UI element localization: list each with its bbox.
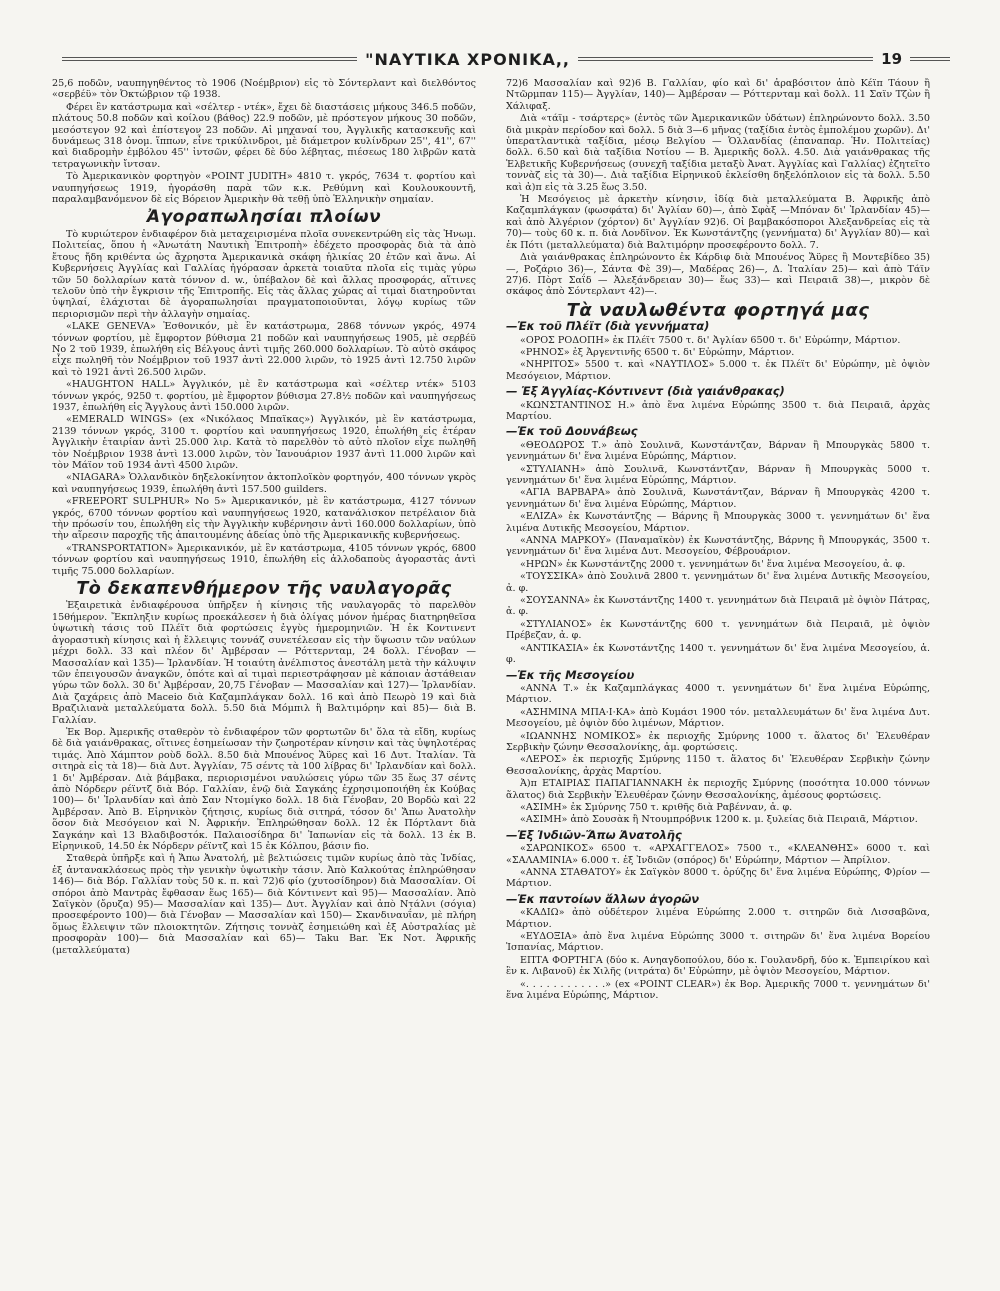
charter-entry: «ΑΝΝΑ Τ.» ἐκ Καζαμπλάγκας 4000 τ. γεννημάτων δι' ἕνα λιμένα Εὐρώπης, Μάρτιον.: [506, 682, 930, 706]
article-paragraph: Τὸ κυριώτερον ἐνδιαφέρον διὰ μεταχειρισμένα πλοῖα συνεκεντρώθη εἰς τὰς Ἡνωμ. Πολιτείας, ὅπου ἡ «Ἀνωτάτη Ναυτικὴ Ἐπιτροπὴ» ἐδέχετο προσφορὰς διὰ τὰ ἀπὸ ἔτους ἤδη κριθέντα ὡς ἄχρηστα Ἀμερικανικὰ σκάφη ἡλικίας 20 ἐτῶν καὶ ἄνω. Αἱ Κυβερνήσεις Ἀγγλίας καὶ Γαλλίας ἠγόρασαν ἀρκετὰ τοιαῦτα πλοῖα εἰς τιμὰς γύρω τῶν 50 δολλαρίων κατὰ τόννον d. w., ὑπέβαλον δὲ καὶ ἄλλας προσφοράς, αἵτινες τελοῦν ὑπὸ τὴν ἔγκρισιν τῆς Ἐπιτροπῆς. Εἰς τὰς ἄλλας χώρας αἱ τιμαὶ διατηροῦνται ὑψηλαί, ἐλάχισται δὲ ἀγοραπωλησίαι πραγματοποιοῦνται, λόγῳ κυρίως τῶν περιορισμῶν περὶ τὴν ἀλλαγὴν σημαίας.: [52, 228, 476, 320]
subheading-plate: —Ἐκ τοῦ Πλέϊτ (διὰ γεννήματα): [506, 319, 710, 334]
article-paragraph: 72)6 Μασσαλίαν καὶ 92)6 Β. Γαλλίαν, φίο καὶ δι' ἀραβόσιτον ἀπὸ Κέϊπ Τάουν ἢ Ντῶρμπαν 115)— Ἀγγλίαν, 140)— Ἀμβέρσαν — Ρόττερνταμ καὶ δολλ. 11 Σαϊν Τζὼν ἢ Χάλιφαξ.: [506, 78, 930, 112]
header-rule-right: [578, 57, 873, 61]
article-paragraph: Ἡ Μεσόγειος μὲ ἀρκετὴν κίνησιν, ἰδίᾳ διὰ μεταλλεύματα Β. Ἀφρικῆς ἀπὸ Καζαμπλάγκαν (φωσφάτα) δι' Ἀγλίαν 60)—, ἀπὸ Σφὰξ —Μπόναν δι' Ἰρλανδίαν 45)— καὶ ἀπὸ Ἀλγέριον (χόρτον) δι' Ἀγγλίαν 92)6. Οἱ βαμβακόσποροι Ἀλεξανδρείας εἰς τὰ 70)— τοὺς 60 κ. π. διὰ Λονδῖνον. Ἐκ Κωνστάντζης (γεννήματα) δι' Ἀγγλίαν 80)— καὶ ἐκ Πότι (μεταλλεύματα) διὰ Βαλτιμόρην προσεφέροντο δολλ. 7.: [506, 194, 930, 251]
charter-entry: Ἀ)π ΕΤΑΙΡΙΑΣ ΠΑΠΑΓΙΑΝΝΑΚΗ ἐκ περιοχῆς Σμύρνης (ποσότητα 10.000 τόννων ἅλατος) διὰ Σερβικὴν Ἐλευθέραν ζώνην Θεσσαλονίκης, ἀμέσους φορτώσεις.: [506, 778, 930, 801]
ship-sale-entry: «HAUGHTON HALL» Ἀγγλικόν, μὲ ἓν κατάστρωμα καὶ «σέλτερ ντέκ» 5103 τόννων γκρός, 9250 τ. φορτίου, μὲ ἔμφορτον βύθισμα 27.8½ ποδῶν καὶ ναυπηγήσεως 1937, ἐπωλήθη εἰς Ἄγγλους ἀντὶ 150.000 λιρῶν.: [52, 379, 476, 413]
article-paragraph: Ἐκ Βορ. Ἀμερικῆς σταθερὸν τὸ ἐνδιαφέρον τῶν φορτωτῶν δι' ὅλα τὰ εἴδη, κυρίως δὲ διὰ γαιάνθρακας, οἵτινες ἐσημείωσαν τὴν ζωηροτέραν κίνησιν καὶ τὰς ὑψηλοτέρας τιμάς. Ἀπὸ Χάμπτον ροὺδ δολλ. 8.50 διὰ Μπουένος Ἄϋρες καὶ 16 Δυτ. Ἰταλίαν. Τὰ σιτηρὰ εἰς τὰ 18)— διὰ Δυτ. Ἀγγλίαν, 75 σέντς τὰ 100 λίβρας δι' Ἰρλανδίαν καὶ δολλ. 1 δι' Ἀμβέρσαν. Διὰ βάμβακα, περιορισμένοι ναυλώσεις γύρω τῶν 35 ἕως 37 σέντς ἀπὸ Νόρδερν ρέϊντζ διὰ Βόρ. Γαλλίαν, ἐνῷ διὰ Σαγκάης ἐχρησιμοποιήθη ἐκ Κούβας 100)— δι' Ἰρλανδίαν καὶ ἀπὸ Σαν Ντομίγκο δολλ. 18 διὰ Γένοβαν, 20 Βορδὼ καὶ 22 Ἀμβέρσαν. Ἀπὸ Β. Εἰρηνικὸν ζήτησις, κυρίως διὰ σιτηρά, τόσον δι' Ἄπω Ἀνατολὴν ὅσον διὰ Μεσόγειον καὶ Ν. Ἀφρικήν. Ἐπληρώθησαν δολλ. 12 ἐκ Πόρτλαντ διὰ Σαγκάην καὶ 13 Βλαδιβοστόκ. Παλαιοσίδηρα δι' Ἰαπωνίαν εἰς τὰ δολλ. 13 ἐκ Β. Εἰρηνικοῦ, 14.50 ἐκ Νόρδερν ρέϊντζ καὶ 15 ἐκ Κόλπου, βάσιν fio.: [52, 726, 476, 852]
charter-entry: «ΗΡΩΝ» ἐκ Κωνστάντζης 2000 τ. γεννημάτων δι' ἕνα λιμένα Μεσογείου, ἀ. φ.: [520, 558, 906, 570]
charter-entry: «ΙΩΑΝΝΗΣ ΝΟΜΙΚΟΣ» ἐκ περιοχῆς Σμύρνης 1000 τ. ἅλατος δι' Ἐλευθέραν Σερβικὴν ζώνην Θεσσαλονίκης, ἀμ. φορτώσεις.: [506, 730, 930, 753]
ship-sale-entry: «LAKE GENEVA» Ἐσθονικόν, μὲ ἓν κατάστρωμα, 2868 τόννων γκρός, 4974 τόννων φορτίου, μὲ ἔμφορτον βύθισμα 21 ποδῶν καὶ ναυπηγήσεως 1905, μὲ σερβέϋ Νο 2 τοῦ 1939, ἐπωλήθη εἰς Βέλγους ἀντὶ τιμῆς 260.000 δολλαρίων. Τὸ αὐτὸ σκάφος εἶχε πωληθῆ τὸν Νοέμβριον τοῦ 1937 ἀντὶ 22.000 λιρῶν, τὸ 1925 ἀντὶ 12.750 λιρῶν καὶ τὸ 1921 ἀντὶ 26.500 λιρῶν.: [52, 321, 476, 378]
subheading-india-far-east: —Ἐξ Ἰνδιῶν-Ἄπω Ἀνατολῆς: [506, 827, 682, 842]
article-paragraph: Διὰ «τάϊμ - τσάρτερς» (ἐντὸς τῶν Ἀμερικανικῶν ὑδάτων) ἐπληρώνοντο δολλ. 3.50 διὰ μικρὰν περίοδον καὶ δολλ. 5 διὰ 3—6 μῆνας (ταξίδια ἐντὸς ἐμπολέμου χωρῶν). Δι' ὑπερατλαντικὰ ταξίδια, μέσῳ Βελγίου — Ὁλλανδίας (ἐπαναπαρ. Ἡν. Πολιτείας) δολλ. 6.50 καὶ διὰ ταξίδια Νοτίου — Β. Ἀμερικῆς δολλ. 4.50. Διὰ γαιάνθρακας τῆς Ἑλβετικῆς Κυβερνήσεως (συνεχῆ ταξίδια μεταξὺ Ἀνατ. Ἀγγλίας καὶ Γαλλίας) ἐζητεῖτο τοννὰζ εἰς τὰ 30)—. Διὰ ταξίδια Εἰρηνικοῦ ἐκλείσθη δηξελόπλοιον εἰς τὰ δολλ. 5.50 καὶ ἀ)π εἰς τὰ 3.25 ἕως 3.50.: [506, 113, 930, 193]
charter-entry: «ΡΗΝΟΣ» ἐξ Ἀργεντινῆς 6500 τ. δι' Εὐρώπην, Μάρτιον.: [520, 346, 795, 358]
charter-entry: «. . . . . . . . . . . .» (ex «POINT CLEAR») ἐκ Βορ. Ἀμερικῆς 7000 τ. γεννημάτων δι' ἕνα λιμένα Εὐρώπης, Μάρτιον.: [506, 978, 930, 1002]
charter-entry: «ΣΤΥΛΙΑΝΟΣ» ἐκ Κωνστάντζης 600 τ. γεννημάτων διὰ Πειραιᾶ, μὲ ὀψιὸν Πρέβεζαν, ἀ. φ.: [506, 618, 930, 642]
charter-entry: «ΕΥΔΟΞΙΑ» ἀπὸ ἕνα λιμένα Εὐρώπης 3000 τ. σιτηρῶν δι' ἕνα λιμένα Βορείου Ἰσπανίας, Μάρτιον.: [506, 931, 930, 954]
charter-entry: ΕΠΤΑ ΦΟΡΤΗΓΑ (δύο κ. Ανηαγδοπούλου, δύο κ. Γουλανδρῆ, δύο κ. Ἐμπειρίκου καὶ ἓν κ. Λιβανοῦ) ἐκ Χιλῆς (νιτράτα) δι' Εὐρώπην, μὲ ὀψιὸν Μεσογείου, Μάρτιον.: [506, 954, 930, 978]
charter-entry: «ΤΟΥΣΣΙΚΑ» ἀπὸ Σουλινᾶ 2800 τ. γεννημάτων δι' ἕνα λιμένα Δυτικῆς Μεσογείου, ἀ. φ.: [506, 571, 930, 594]
subheading-england-continent: — Ἐξ Ἀγγλίας-Κόντινεντ (διὰ γαιάνθρακας): [506, 384, 785, 399]
charter-entry: «ΑΓΙΑ ΒΑΡΒΑΡΑ» ἀπὸ Σουλινᾶ, Κωνστάντζαν, Βάρναν ἢ Μπουργκὰς 4200 τ. γεννημάτων δι' ἕνα λιμένα Εὐρώπης, Μάρτιον.: [506, 487, 930, 510]
charter-entry: «ΕΛΙΖΑ» ἐκ Κωνστάντζης — Βάρνης ἢ Μπουργκὰς 3000 τ. γεννημάτων δι' ἕνα λιμένα Δυτικῆς Μεσογείου, Μάρτιον.: [506, 511, 930, 534]
charter-entry: «ΑΣΙΜΗ» ἐκ Σμύρνης 750 τ. κριθῆς διὰ Ραβένναν, ἀ. φ.: [520, 801, 793, 813]
header-rule-end: [910, 57, 950, 61]
ship-sale-entry: «NIAGARA» Ὁλλανδικὸν δηξελοκίνητον ἀκτοπλοϊκὸν φορτηγόν, 400 τόννων γκρὸς καὶ ναυπηγήσεως 1939, ἐπωλήθη ἀντὶ 157.500 guilders.: [52, 472, 476, 495]
article-paragraph: 25,6 ποδῶν, ναυπηγηθέντος τὸ 1906 (Νοέμβριον) εἰς τὸ Σόντερλαντ καὶ διελθόντος «σερβέϋ» τὸν Ὀκτώβριον τῷ 1938.: [52, 78, 476, 101]
article-paragraph: Τὸ Ἀμερικανικὸν φορτηγὸν «POINT JUDITH» 4810 τ. γκρός, 7634 τ. φορτίου καὶ ναυπηγήσεως 1919, ἠγοράσθη παρὰ τῶν κ.κ. Ρεθύμνη καὶ Κουλουκουντῆ, παραλαμβανόμενον δὲ εἰς Βόρειον Ἀμερικὴν θὰ τεθῇ ὑπὸ Ἑλληνικὴν σημαίαν.: [52, 171, 476, 206]
section-heading-chartered-ships: Τὰ ναυλωθέντα φορτηγά μας: [566, 299, 870, 321]
left-column: [52, 78, 476, 1258]
charter-entry: «ΑΣΙΜΗ» ἀπὸ Σουσὰκ ἢ Ντουμπρόβνικ 1200 κ. μ. ξυλείας διὰ Πειραιᾶ, Μάρτιον.: [520, 814, 918, 826]
article-paragraph: Σταθερὰ ὑπῆρξε καὶ ἡ Ἄπω Ἀνατολή, μὲ βελτιώσεις τιμῶν κυρίως ἀπὸ τὰς Ἰνδίας, ἐξ ἀντανακλάσεως πρὸς τὴν γενικὴν ὑψωτικὴν τάσιν. Ἀπὸ Καλκούτας ἐπληρώθησαν 146)— διὰ Βόρ. Γαλλίαν τοὺς 50 κ. π. καὶ 72)6 φίο (χυτοσίδηρον) διὰ Μασσαλίαν. Οἱ σπόροι ἀπὸ Μαντρὰς ἔφθασαν ἕως 165)— διὰ Κόντινεντ καὶ 95)— Μασσαλίαν. Ἀπὸ Σαϊγκὸν (ὄρυζα) 95)— Μασσαλίαν καὶ 135)— Δυτ. Ἀγγλίαν καὶ ἀπὸ Ντάλνι (σόγια) προσεφέροντο 100)— διὰ Γένοβαν — Μασσαλίαν καὶ 150)— Σκανδιναυΐαν, μὲ πλήρη ὅμως ἔλλειψιν τῶν πλοιοκτητῶν. Ζήτησις τοννὰζ ἐσημειώθη καὶ ἐξ Αὐστραλίας μὲ προσφορὰν 100)— διὰ Μασσαλίαν καὶ 65)— Taku Bar. Ἐκ Νοτ. Ἀφρικῆς (μεταλλεύματα): [52, 853, 476, 956]
right-column: [506, 78, 930, 1258]
charter-entry: «ΣΟΥΣΑΝΝΑ» ἐκ Κωνστάντζης 1400 τ. γεννημάτων διὰ Πειραιᾶ μὲ ὀψιὸν Πάτρας, ἀ. φ.: [506, 595, 930, 618]
ship-sale-entry: «TRANSPORTATION» Ἀμερικανικόν, μὲ ἓν κατάστρωμα, 4105 τόννων γκρός, 6800 τόννων φορτίου καὶ ναυπηγήσεως 1910, ἐπωλήθη εἰς ἀλλοδαποὺς ἀγοραστὰς ἀντὶ τιμῆς 75.000 δολλαρίων.: [52, 542, 476, 577]
subheading-danube: —Ἐκ τοῦ Δουνάβεως: [506, 424, 638, 439]
charter-entry: «ΣΤΥΛΙΑΝΗ» ἀπὸ Σουλινᾶ, Κωνστάντζαν, Βάρναν ἢ Μπουργκὰς 5000 τ. γεννημάτων δι' ἕνα λιμένα Εὐρώπης, Μάρτιον.: [506, 463, 930, 486]
charter-entry: «ΝΗΡΙΤΟΣ» 5500 τ. καὶ «ΝΑΥΤΙΛΟΣ» 5.000 τ. ἐκ Πλέϊτ δι' Εὐρώπην, μὲ ὀψιὸν Μεσόγειον, Μάρτιον.: [506, 359, 930, 382]
charter-entry: «ΘΕΟΔΩΡΟΣ Τ.» ἀπὸ Σουλινᾶ, Κωνστάντζαν, Βάρναν ἢ Μπουργκὰς 5800 τ. γεννημάτων δι' ἕνα λιμένα Εὐρώπης, Μάρτιον.: [506, 439, 930, 463]
section-heading-ship-sales: Ἀγοραπωλησίαι πλοίων: [146, 207, 382, 228]
ship-sale-entry: «EMERALD WINGS» (ex «Νικόλαος Μπαϊκας») Ἀγγλικόν, μὲ ἓν κατάστρωμα, 2139 τόννων γκρός, 3100 τ. φορτίου καὶ ναυπηγήσεως 1920, ἐπωλήθη εἰς ἑτέραν Ἀγγλικὴν ἑταιρίαν ἀντὶ 25.000 λιρ. Κατὰ τὸ παρελθὸν τὸ αὐτὸ πλοῖον εἶχε πωληθῆ τὸν Νοέμβριον 1938 ἀντὶ 13.000 λιρῶν, τὸν Ἰανουάριον 1937 ἀντὶ 11.000 λιρῶν καὶ τὸν Μάϊον τοῦ 1934 ἀντὶ 4500 λιρῶν.: [52, 414, 476, 471]
section-heading-freight-fortnight: Τὸ δεκαπενθήμερον τῆς ναυλαγορᾶς: [76, 579, 452, 600]
charter-entry: «ΑΝΝΑ ΜΑΡΚΟΥ» (Παναμαϊκὸν) ἐκ Κωνστάντζης, Βάρνης ἢ Μπουργκάς, 3500 τ. γεννημάτων δι' ἕνα λιμένα Δυτ. Μεσογείου, Φέβρουάριον.: [506, 535, 930, 558]
subheading-mediterranean: —Ἐκ τῆς Μεσογείου: [506, 667, 635, 682]
page-number: 19: [881, 50, 903, 68]
charter-entry: «ΛΕΡΟΣ» ἐκ περιοχῆς Σμύρνης 1150 τ. ἅλατος δι' Ἐλευθέραν Σερβικὴν ζώνην Θεσσαλονίκης, ἀρχὰς Μαρτίου.: [506, 754, 930, 777]
article-paragraph: Φέρει ἓν κατάστρωμα καὶ «σέλτερ - ντέκ», ἔχει δὲ διαστάσεις μήκους 346.5 ποδῶν, πλάτους 50.8 ποδῶν καὶ κοίλου (βάθος) 22.9 ποδῶν, μὲ πρόστεγον μήκους 30 ποδῶν, μεσόστεγον 92 καὶ ἐπίστεγον 23 ποδῶν. Αἱ μηχαναί του, Ἀγγλικῆς κατασκευῆς καὶ δυνάμεως 318 ὀνομ. ἵππων, εἶνε τρικύλινδροι, μὲ διάμετρον κυλίνδρων 25'', 41'', 67'' καὶ διαδρομὴν ἐμβόλου 45'' ἰντσῶν, φέρει δὲ δύο λέβητας, πιέσεως 180 λιβρῶν κατὰ τετραγωνικὴν ἴντσαν.: [52, 101, 476, 170]
masthead-title: "ΝΑΥΤΙΚΑ ΧΡΟΝΙΚΑ,,: [365, 49, 570, 69]
ship-sale-entry: «FREEPORT SULPHUR» Νο 5» Ἀμερικανικόν, μὲ ἓν κατάστρωμα, 4127 τόννων γκρός, 6700 τόννων φορτίου καὶ ναυπηγήσεως 1920, κατανάλισκον πετρέλαιον διὰ τὴν πρόωσίν του, ἐπωλήθη εἰς τὴν Ἀγγλικὴν κυβέρνησιν ἀντὶ 160.000 δολλαρίων, ὑπὸ τὴν αἵρεσιν παροχῆς τῆς ἀπαιτουμένης ἀδείας ὑπὸ τῆς Ἀμερικανικῆς κυβερνήσεως.: [52, 496, 476, 542]
subheading-other-markets: —Ἐκ παντοίων ἄλλων ἀγορῶν: [506, 891, 700, 906]
charter-entry: «ΟΡΟΣ ΡΟΔΟΠΗ» ἐκ Πλέϊτ 7500 τ. δι' Ἀγλίαν 6500 τ. δι' Εὐρώπην, Μάρτιον.: [520, 334, 901, 346]
charter-entry: «ΣΑΡΩΝΙΚΟΣ» 6500 τ. «ΑΡΧΑΓΓΕΛΟΣ» 7500 τ., «ΚΛΕΑΝΘΗΣ» 6000 τ. καὶ «ΣΑΛΑΜΙΝΙΑ» 6.000 τ. ἐξ Ἰνδιῶν (σπόρος) δι' Εὐρώπην, Μάρτιον — Ἀπρίλιον.: [506, 843, 930, 866]
charter-entry: «ΑΝΝΑ ΣΤΑΘΑΤΟΥ» ἐκ Σαϊγκὸν 8000 τ. ὀρύζης δι' ἕνα λιμένα Εὐρώπης, Φ)ρίον — Μάρτιον.: [506, 867, 930, 890]
charter-entry: «ΚΩΝΣΤΑΝΤΙΝΟΣ Η.» ἀπὸ ἕνα λιμένα Εὐρώπης 3500 τ. διὰ Πειραιᾶ, ἀρχὰς Μαρτίου.: [506, 399, 930, 422]
article-paragraph: Διὰ γαιάνθρακας ἐπληρώνοντο ἐκ Κάρδιφ διὰ Μπουένος Ἄϋρες ἢ Μοντεβίδεο 35)—, Ροζάριο 36)—, Σάντα Φὲ 39)—, Μαδέρας 26)—, Δ. Ἰταλίαν 25)— καὶ ἀπὸ Τάϊν 27)6. Πὸρτ Σαΐδ — Ἀλεξάνδρειαν 30)— ἕως 33)— καὶ Πειραιᾶ 38)—, μικρὸν δὲ σκάφος ἀπὸ Σόντερλαντ 42)—.: [506, 252, 930, 298]
article-paragraph: Ἐξαιρετικὰ ἐνδιαφέρουσα ὑπῆρξεν ἡ κίνησις τῆς ναυλαγορᾶς τὸ παρελθὸν 15θήμερον. Ἔκπληξιν κυρίως προεκάλεσεν ἡ διὰ ὀλίγας μόνον ἡμέρας διατηρηθεῖσα ὑψωτικὴ τάσις τοῦ Πλέϊτ διὰ φορτώσεις ἐγγὺς ἡμερομηνιῶν. Ἡ ἐκ Κοντινεντ ἀγοραστικὴ κίνησις καὶ ἡ ἔλλειψις τοννάζ συνετέλεσαν εἰς τὴν ὕψωσιν τῶν ναύλων μέχρι δολλ. 33 καὶ πλέον δι' Ἀμβέρσαν — Ρόττερνταμ, 24 δολλ. Γένοβαν — Μασσαλίαν καὶ 135)— Ἰρλανδίαν. Ἡ τοιαύτη ἀνέλπιστος ἀνεστάλη μετὰ τὴν κάλυψιν τῶν ἐπειγουσῶν ἀναγκῶν, ὁπότε καὶ αἱ τιμαὶ περιεστράφησαν μὲ κάποιαν ἀστάθειαν γύρω τῶν δολλ. 30 δι' Ἀμβέρσαν, 20,75 Γένοβαν — Μασσαλίαν καὶ 127)— Ἰρλανδίαν. Διὰ ζαχάρεις ἀπὸ Maceio διὰ Καζαμπλάγκαν δολλ. 16 καὶ ἀπὸ Πεωρὸ 19 καὶ διὰ Βραζιλιανὰ μεταλλεύματα δολλ. 5.50 διὰ Μόμπιλ ἢ Βαλτιμόρην καὶ 85)— διὰ Β. Γαλλίαν.: [52, 600, 476, 726]
charter-entry: «ΑΝΤΙΚΑΣΙΑ» ἐκ Κωνστάντζης 1400 τ. γεννημάτων δι' ἕνα λιμένα Μεσογείου, ἀ. φ.: [506, 642, 930, 666]
header-rule-left: [62, 57, 357, 61]
page-header: [62, 44, 950, 74]
charter-entry: «ΚΑΔΙΩ» ἀπὸ οὐδέτερον λιμένα Εὐρώπης 2.000 τ. σιτηρῶν διὰ Λισσαβῶνα, Μάρτιον.: [506, 907, 930, 930]
charter-entry: «ΑΣΗΜΙΝΑ ΜΠΑ·Ι·ΚΑ» ἀπὸ Κυμάσι 1900 τόν. μεταλλευμάτων δι' ἕνα λιμένα Δυτ. Μεσογείου, μὲ ὀψιὸν δύο λιμένων, Μάρτιον.: [506, 706, 930, 730]
